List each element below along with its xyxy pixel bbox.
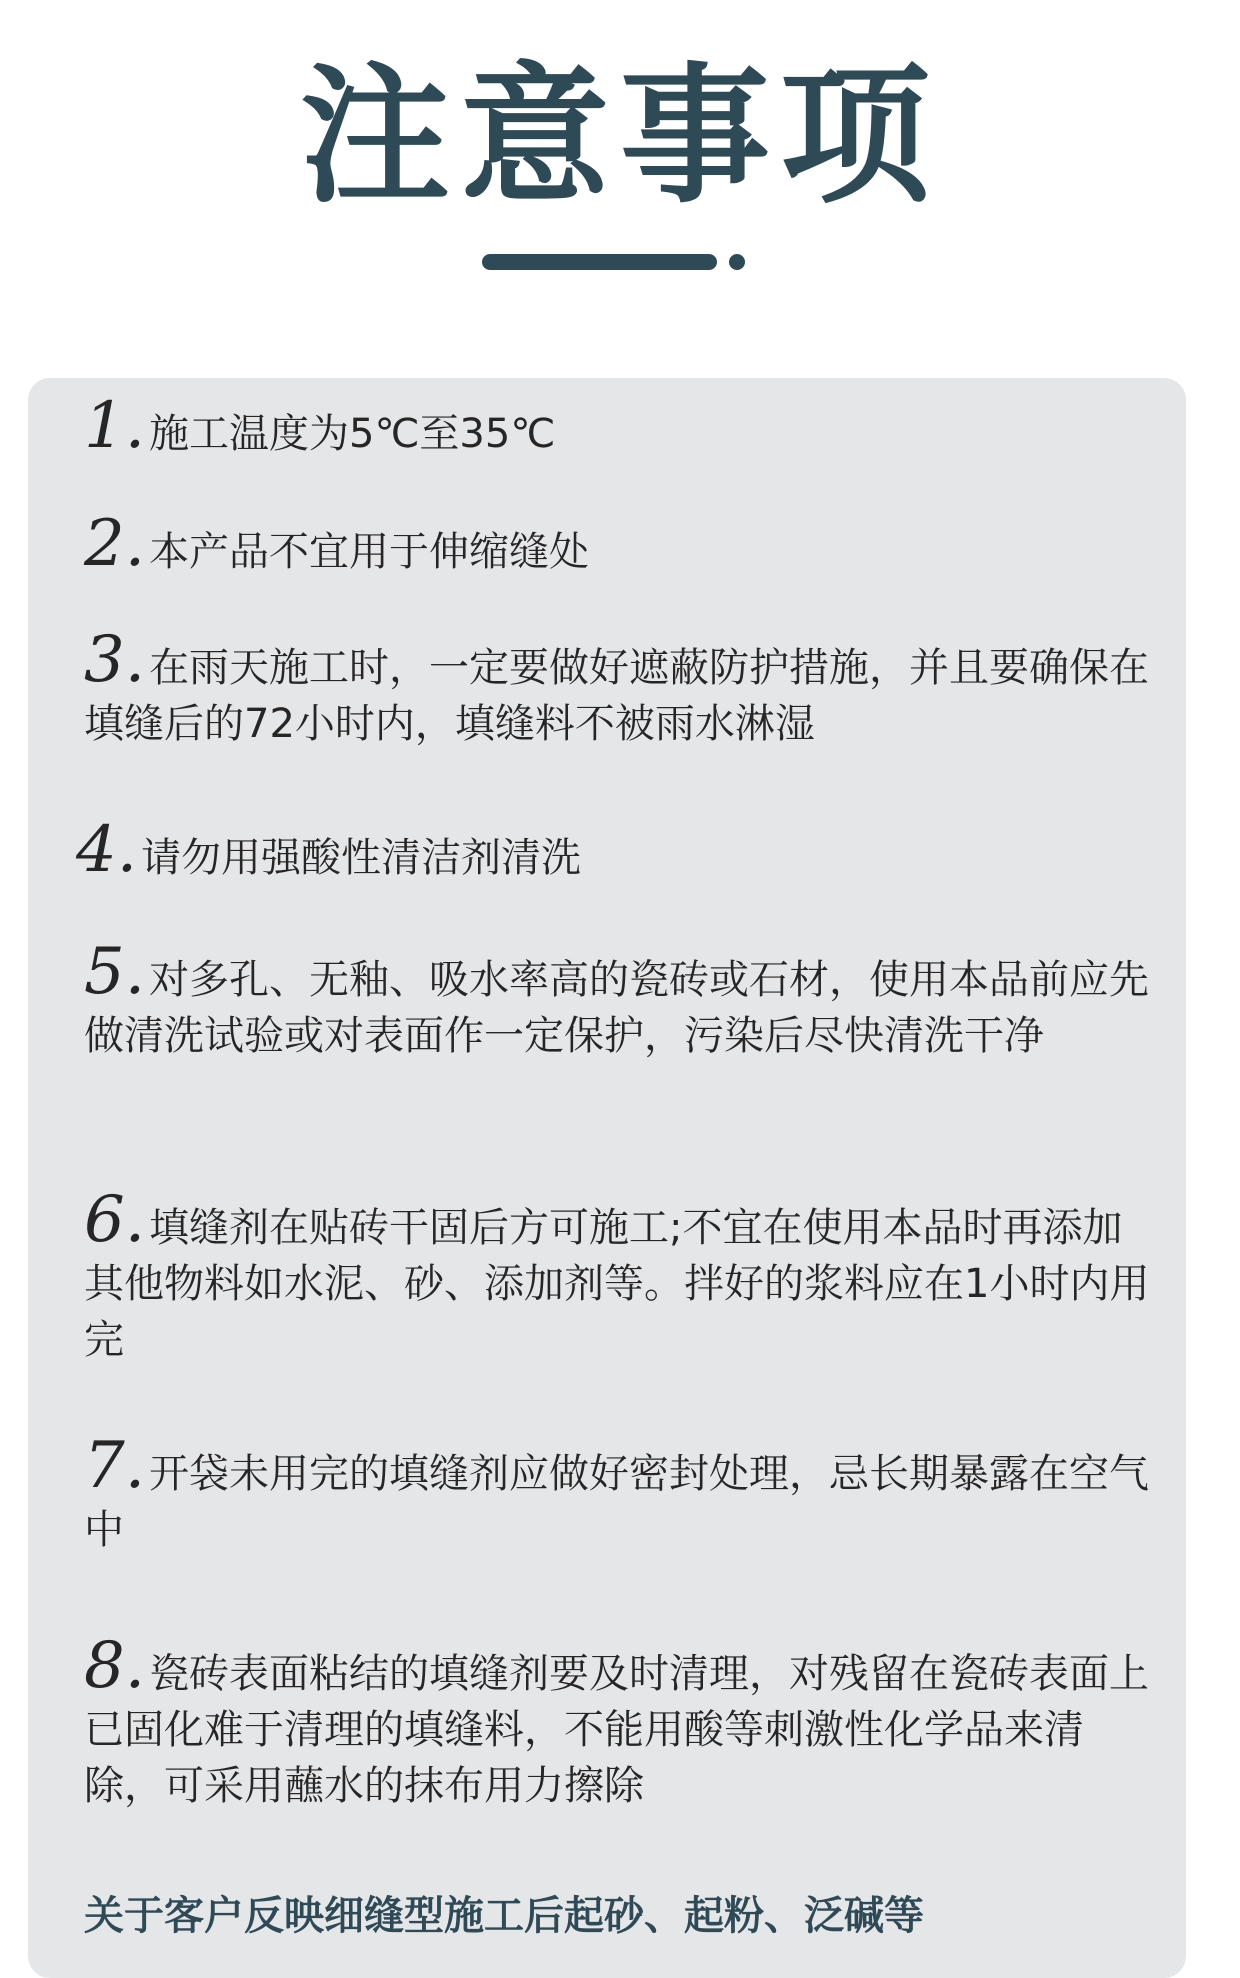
note-number-7: 7. <box>84 1429 146 1503</box>
note-number-5: 5. <box>84 935 146 1009</box>
note-item-3 <box>84 623 1154 752</box>
note-number-2: 2. <box>84 507 146 581</box>
note-text-8: 瓷砖表面粘结的填缝剂要及时清理，对残留在瓷砖表面上已固化难于清理的填缝料，不能用酸等刺激性化学品来清除，可采用蘸水的抹布用力擦除 <box>84 1651 1150 1809</box>
partial-footer-text: 关于客户反映细缝型施工后起砂、起粉、泛碱等 <box>84 1893 924 1939</box>
note-number-4: 4. <box>76 813 138 887</box>
note-text-5: 对多孔、无釉、吸水率高的瓷砖或石材，使用本品前应先做清洗试验或对表面作一定保护，污染后尽快清洗干净 <box>84 957 1150 1059</box>
note-item-5 <box>84 935 1154 1064</box>
title-underline <box>482 254 717 270</box>
note-item-7 <box>84 1429 1154 1558</box>
note-item-6 <box>84 1183 1154 1368</box>
title-dot <box>729 254 745 270</box>
note-text-6: 填缝剂在贴砖干固后方可施工;不宜在使用本品时再添加其他物料如水泥、砂、添加剂等。拌好的浆料应在1小时内用完 <box>84 1205 1150 1363</box>
note-text-2: 本产品不宜用于伸缩缝处 <box>149 529 590 575</box>
note-number-8: 8. <box>84 1629 146 1703</box>
note-item-2 <box>84 507 1154 581</box>
note-item-8 <box>84 1629 1154 1814</box>
note-text-7: 开袋未用完的填缝剂应做好密封处理，忌长期暴露在空气中 <box>84 1451 1150 1553</box>
note-item-1 <box>84 389 1154 463</box>
note-item-4 <box>76 813 1146 887</box>
note-text-3: 在雨天施工时，一定要做好遮蔽防护措施，并且要确保在填缝后的72小时内，填缝料不被雨水淋湿 <box>84 645 1150 747</box>
note-number-1: 1. <box>84 389 146 463</box>
note-number-6: 6. <box>84 1183 146 1257</box>
page-title: 注意事项 <box>299 50 940 224</box>
note-text-4: 请勿用强酸性清洁剂清洗 <box>141 835 582 881</box>
note-number-3: 3. <box>84 623 146 697</box>
note-text-1: 施工温度为5℃至35℃ <box>149 411 556 457</box>
